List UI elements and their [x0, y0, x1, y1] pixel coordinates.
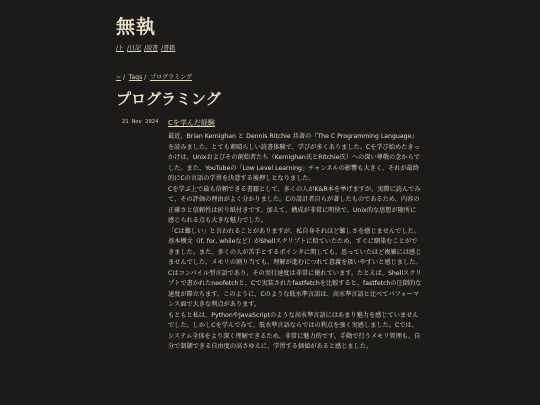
- site-title[interactable]: 無執: [116, 16, 157, 38]
- nav-item-top[interactable]: /ト: [116, 45, 125, 52]
- nav-item-diary[interactable]: /日記: [127, 45, 142, 52]
- main-nav: [116, 43, 175, 52]
- post-paragraph: Cはコンパイル型言語であり、その実行速度は非常に優れています。たとえば、Shellスクリプトで書かれたneofetchと、Cで実装されたfastfetchを比較すると、fastfetchの圧倒的な速度が際立ちます。このように、Cのような低水準言語は、高水準言語と比べてパフォーマンス面で大きな利点があります。: [168, 269, 422, 308]
- post-title-link[interactable]: Cを学んだ経験: [168, 119, 215, 127]
- breadcrumb: [116, 72, 192, 81]
- post-paragraph: もともと私は、PythonやJavaScriptのような高水準言語にはあまり魅力を感じていませんでした。しかしCを学んでみて、低水準言語ならではの利点を強く実感しました。Cでは、システム全体をより深く理解できるため、非常に魅力的です。手動で行うメモリ管理も、自分で制御できる自由度の高さゆえに、学習する価値があると感じました。: [168, 311, 421, 350]
- breadcrumb-separator: /: [122, 74, 125, 81]
- post-body: [168, 118, 422, 353]
- post-paragraph: Cを学ぶ上で最も信頼できる書籍として、多くの人がK&R本を挙げますが、実際に読んでみて、その評価の理由がよく分かりました。Cの設計者自らが著したものであるため、内容の正確さと信頼性は折り紙付きです。加えて、構成が非常に明快で、Unix的な思想が随所に感じられる点も大きな魅力でした。: [168, 185, 421, 224]
- post-date: 21 Nov 2024: [122, 119, 159, 125]
- nav-item-books[interactable]: /書籍: [161, 45, 176, 52]
- page-title: プログラミング: [116, 90, 221, 108]
- post-entry: [122, 118, 422, 353]
- nav-item-reading[interactable]: /読書: [144, 45, 159, 52]
- post-paragraph: 「Cは難しい」と言われることがありますが、私自身それほど難しさを感じませんでした。基本構文（if, for, whileなど）がShellスクリプトに似ていたため、すぐに馴染むことができました。また、多くの人が苦手とするポインタに関しても、思っていたほど複雑には感じませんでした。メモリの割り当ても、理解が進むにつれて意義を扱いやすいと感じました。: [168, 227, 422, 266]
- breadcrumb-separator: /: [144, 74, 147, 81]
- breadcrumb-home[interactable]: ~: [116, 74, 122, 81]
- breadcrumb-tags[interactable]: Tags: [128, 74, 143, 81]
- breadcrumb-current[interactable]: プログラミング: [150, 74, 192, 81]
- post-paragraph: 最近、Brian Kernighan と Dennis Ritchie 共著の『The C Programming Language』を読みました。とても素晴らしい読書体験で、学びが多くありました。Cを学び始めたきっかけは、Unixおよびその創始者たち（Kernighan氏とRitchie氏）への深い尊敬の念からでした。また、YouTubeの「Low Level Learning」チャンネルの影響も大きく、それが最終的にCの言語の学習を決意する後押しとなりました。: [168, 133, 420, 182]
